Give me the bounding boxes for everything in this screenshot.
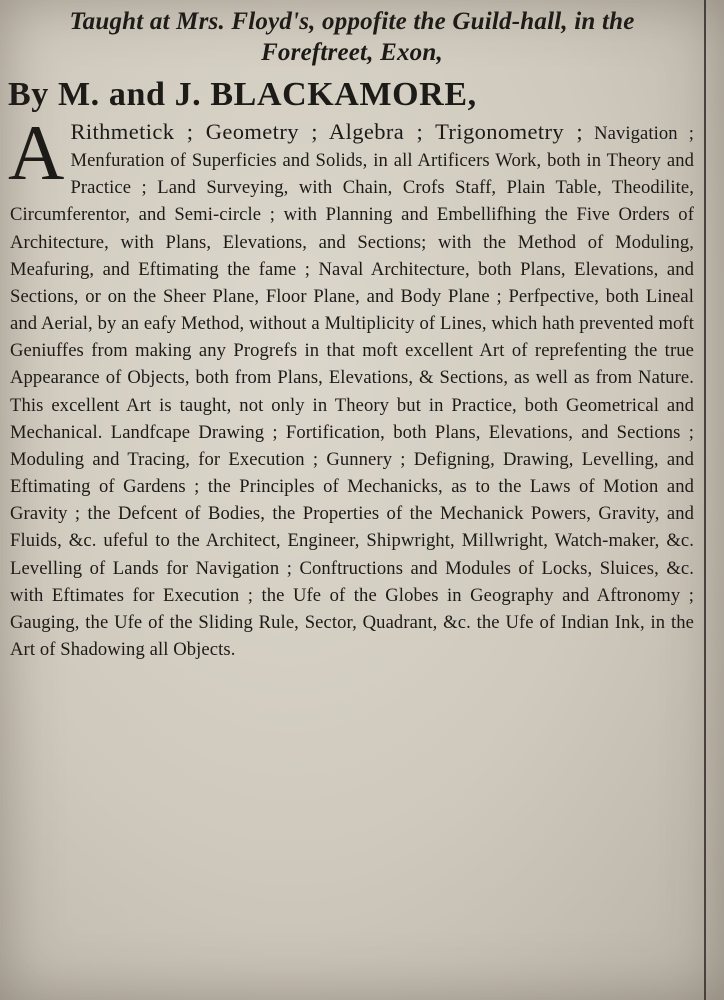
opening-line: Rithmetick ; Geometry ; Algebra ; Trigonometry ; [70, 119, 584, 144]
advert-text: Navigation ; Menfuration of Superficies and Solids, in all Artificers Work, both in Theory and Practice ; Land Surveying, with Chain, Crofs Staff, Plain Table, Theodilite, Circumferentor, and Semi-circle ; with Planning and Embellifhing the Five Orders of Architecture, with Plans, Elevations, and Sections; with the Method of Moduling, Meafuring, and Eftimating the fame ; Naval Architecture, both Plans, Elevations, and Sections, or on the Sheer Plane, Floor Plane, and Body Plane ; Perfpective, both Lineal and Aerial, by an eafy Method, without a Multiplicity of Lines, which hath prevented moft Geniuffes from making any Progrefs in that moft excellent Art of reprefenting the true Appearance of Objects, both from Plans, Elevations, & Sections, as well as from Nature. This excellent Art is taught, not only in Theory but in Practice, both Geometrical and Mechanical. Landfcape Drawing ; Fortification, both Plans, Elevations, and Sections ; Moduling and Tracing, for Execution ; Gunnery ; Defigning, Drawing, Levelling, and Eftimating of Gardens ; the Principles of Mechanicks, as to the Laws of Motion and Gravity ; the Defcent of Bodies, the Properties of the Mechanick Powers, Gravity, and Fluids, &c. ufeful to the Architect, Engineer, Shipwright, Millwright, Watch-maker, &c. Levelling of Lands for Navigation ; Conftructions and Modules of Locks, Sluices, &c. with Eftimates for Execution ; the Ufe of the Globes in Geography and Aftronomy ; Gauging, the Ufe of the Sliding Rule, Sector, Quadrant, &c. the Ufe of Indian Ink, in the Art of Shadowing all Objects. [10, 123, 695, 660]
drop-cap: A [8, 109, 65, 196]
column-rule [704, 0, 706, 1000]
advert-heading: Taught at Mrs. Floyd's, oppofite the Guild-hall, in the Foreftreet, Exon, [69, 8, 635, 66]
advert-byline: By M. and J. BLACKAMORE, [8, 76, 477, 113]
advert-body [8, 109, 695, 663]
